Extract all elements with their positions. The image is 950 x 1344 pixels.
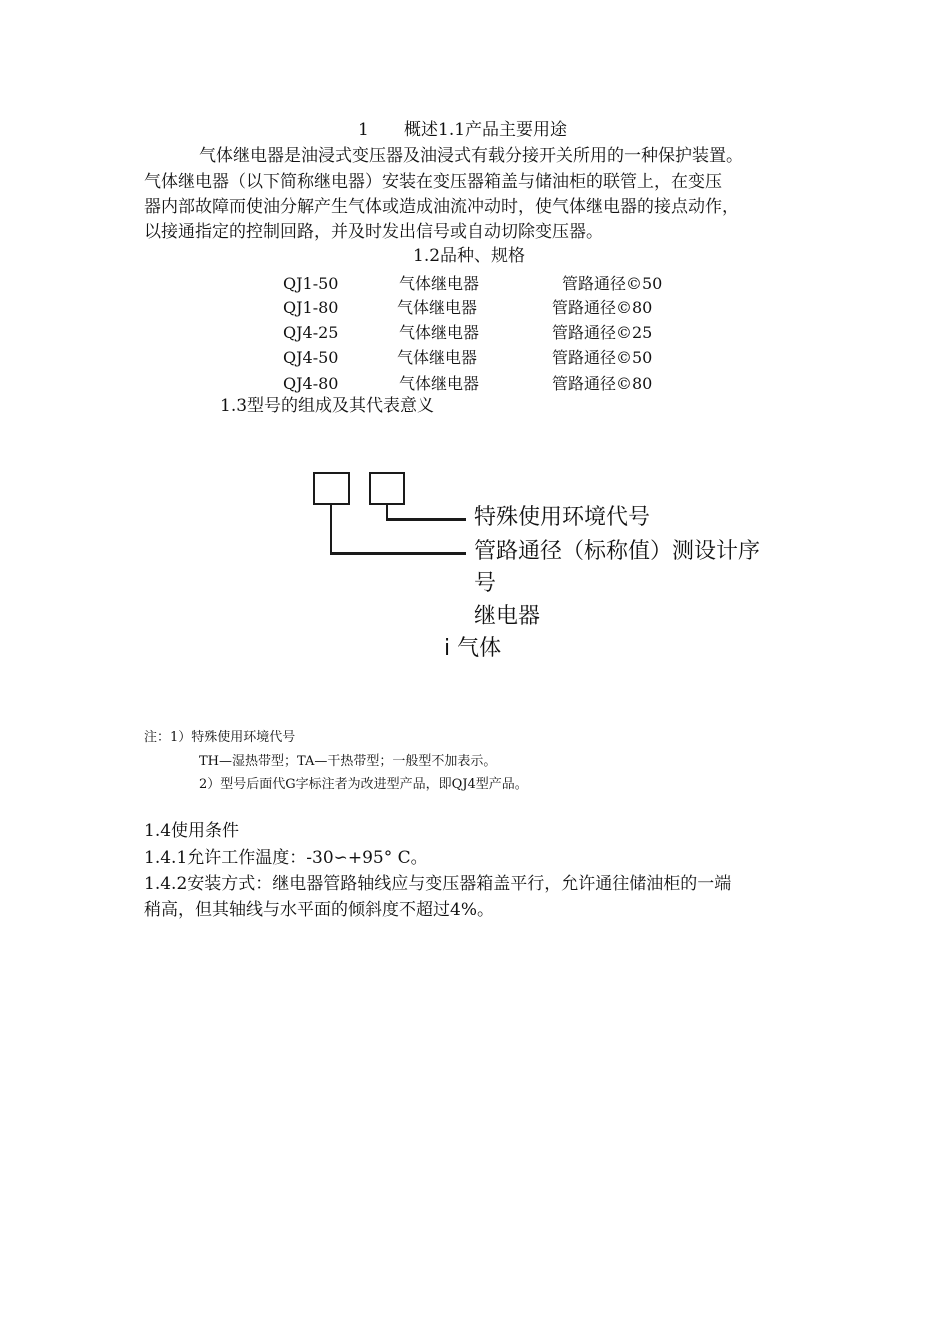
spec-bore: 管路通径©50	[562, 274, 663, 293]
spec-name: 气体继电器	[399, 374, 480, 393]
spec-bore: 管路通径©80	[552, 298, 653, 317]
leader-line	[330, 552, 466, 555]
section-1-2-heading: 1.2品种、规格	[413, 246, 526, 266]
spec-bore: 管路通径©80	[552, 374, 653, 393]
note-2: 2）型号后面代G字标注者为改进型产品，即QJ4型产品。	[199, 777, 528, 792]
spec-model: QJ4-50	[283, 348, 339, 367]
spec-bore: 管路通径©50	[552, 348, 653, 367]
note-1: 注：1）特殊使用环境代号	[144, 730, 296, 745]
heading-number: 1	[358, 120, 369, 140]
spec-model: QJ1-50	[283, 274, 339, 293]
spec-bore: 管路通径©25	[552, 323, 653, 342]
intro-line: 器内部故障而使油分解产生气体或造成油流冲动时，使气体继电器的接点动作，	[144, 197, 739, 217]
note-1-detail: TH—湿热带型；TA—干热带型；一般型不加表示。	[199, 754, 497, 769]
spec-name: 气体继电器	[397, 298, 478, 317]
diagram-label-env: 特殊使用环境代号	[474, 505, 651, 530]
heading-title: 概述1.1产品主要用途	[404, 120, 568, 140]
spec-name: 气体继电器	[397, 348, 478, 367]
spec-model: QJ4-25	[283, 323, 339, 342]
intro-line: 气体继电器（以下简称继电器）安装在变压器箱盖与储油柜的联管上，在变压	[144, 172, 722, 192]
diagram-label-gas: i 气体	[444, 636, 502, 661]
operating-temperature: 1.4.1允许工作温度：-30∽+95° C。	[144, 848, 428, 868]
intro-line: 以接通指定的控制回路，并及时发出信号或自动切除变压器。	[144, 222, 603, 242]
diagram-label-bore: 管路通径（标称值）测设计序	[474, 539, 761, 564]
install-line: 稍高，但其轴线与水平面的倾斜度不超过4%。	[144, 900, 494, 920]
spec-model: QJ4-80	[283, 374, 339, 393]
diagram-label-relay: 继电器	[474, 604, 541, 629]
model-code-box-2	[369, 472, 405, 505]
leader-line	[330, 505, 332, 554]
install-line: 1.4.2安装方式：继电器管路轴线应与变压器箱盖平行，允许通往储油柜的一端	[144, 874, 732, 894]
spec-name: 气体继电器	[399, 274, 480, 293]
model-code-box-1	[313, 472, 350, 505]
spec-model: QJ1-80	[283, 298, 339, 317]
diagram-label-bore-cont: 号	[474, 571, 497, 596]
intro-line: 气体继电器是油浸式变压器及油浸式有载分接开关所用的一种保护装置。	[199, 146, 743, 166]
spec-name: 气体继电器	[399, 323, 480, 342]
leader-line	[386, 518, 466, 521]
section-1-4-heading: 1.4使用条件	[144, 821, 240, 841]
section-1-3-heading: 1.3型号的组成及其代表意义	[220, 396, 435, 416]
